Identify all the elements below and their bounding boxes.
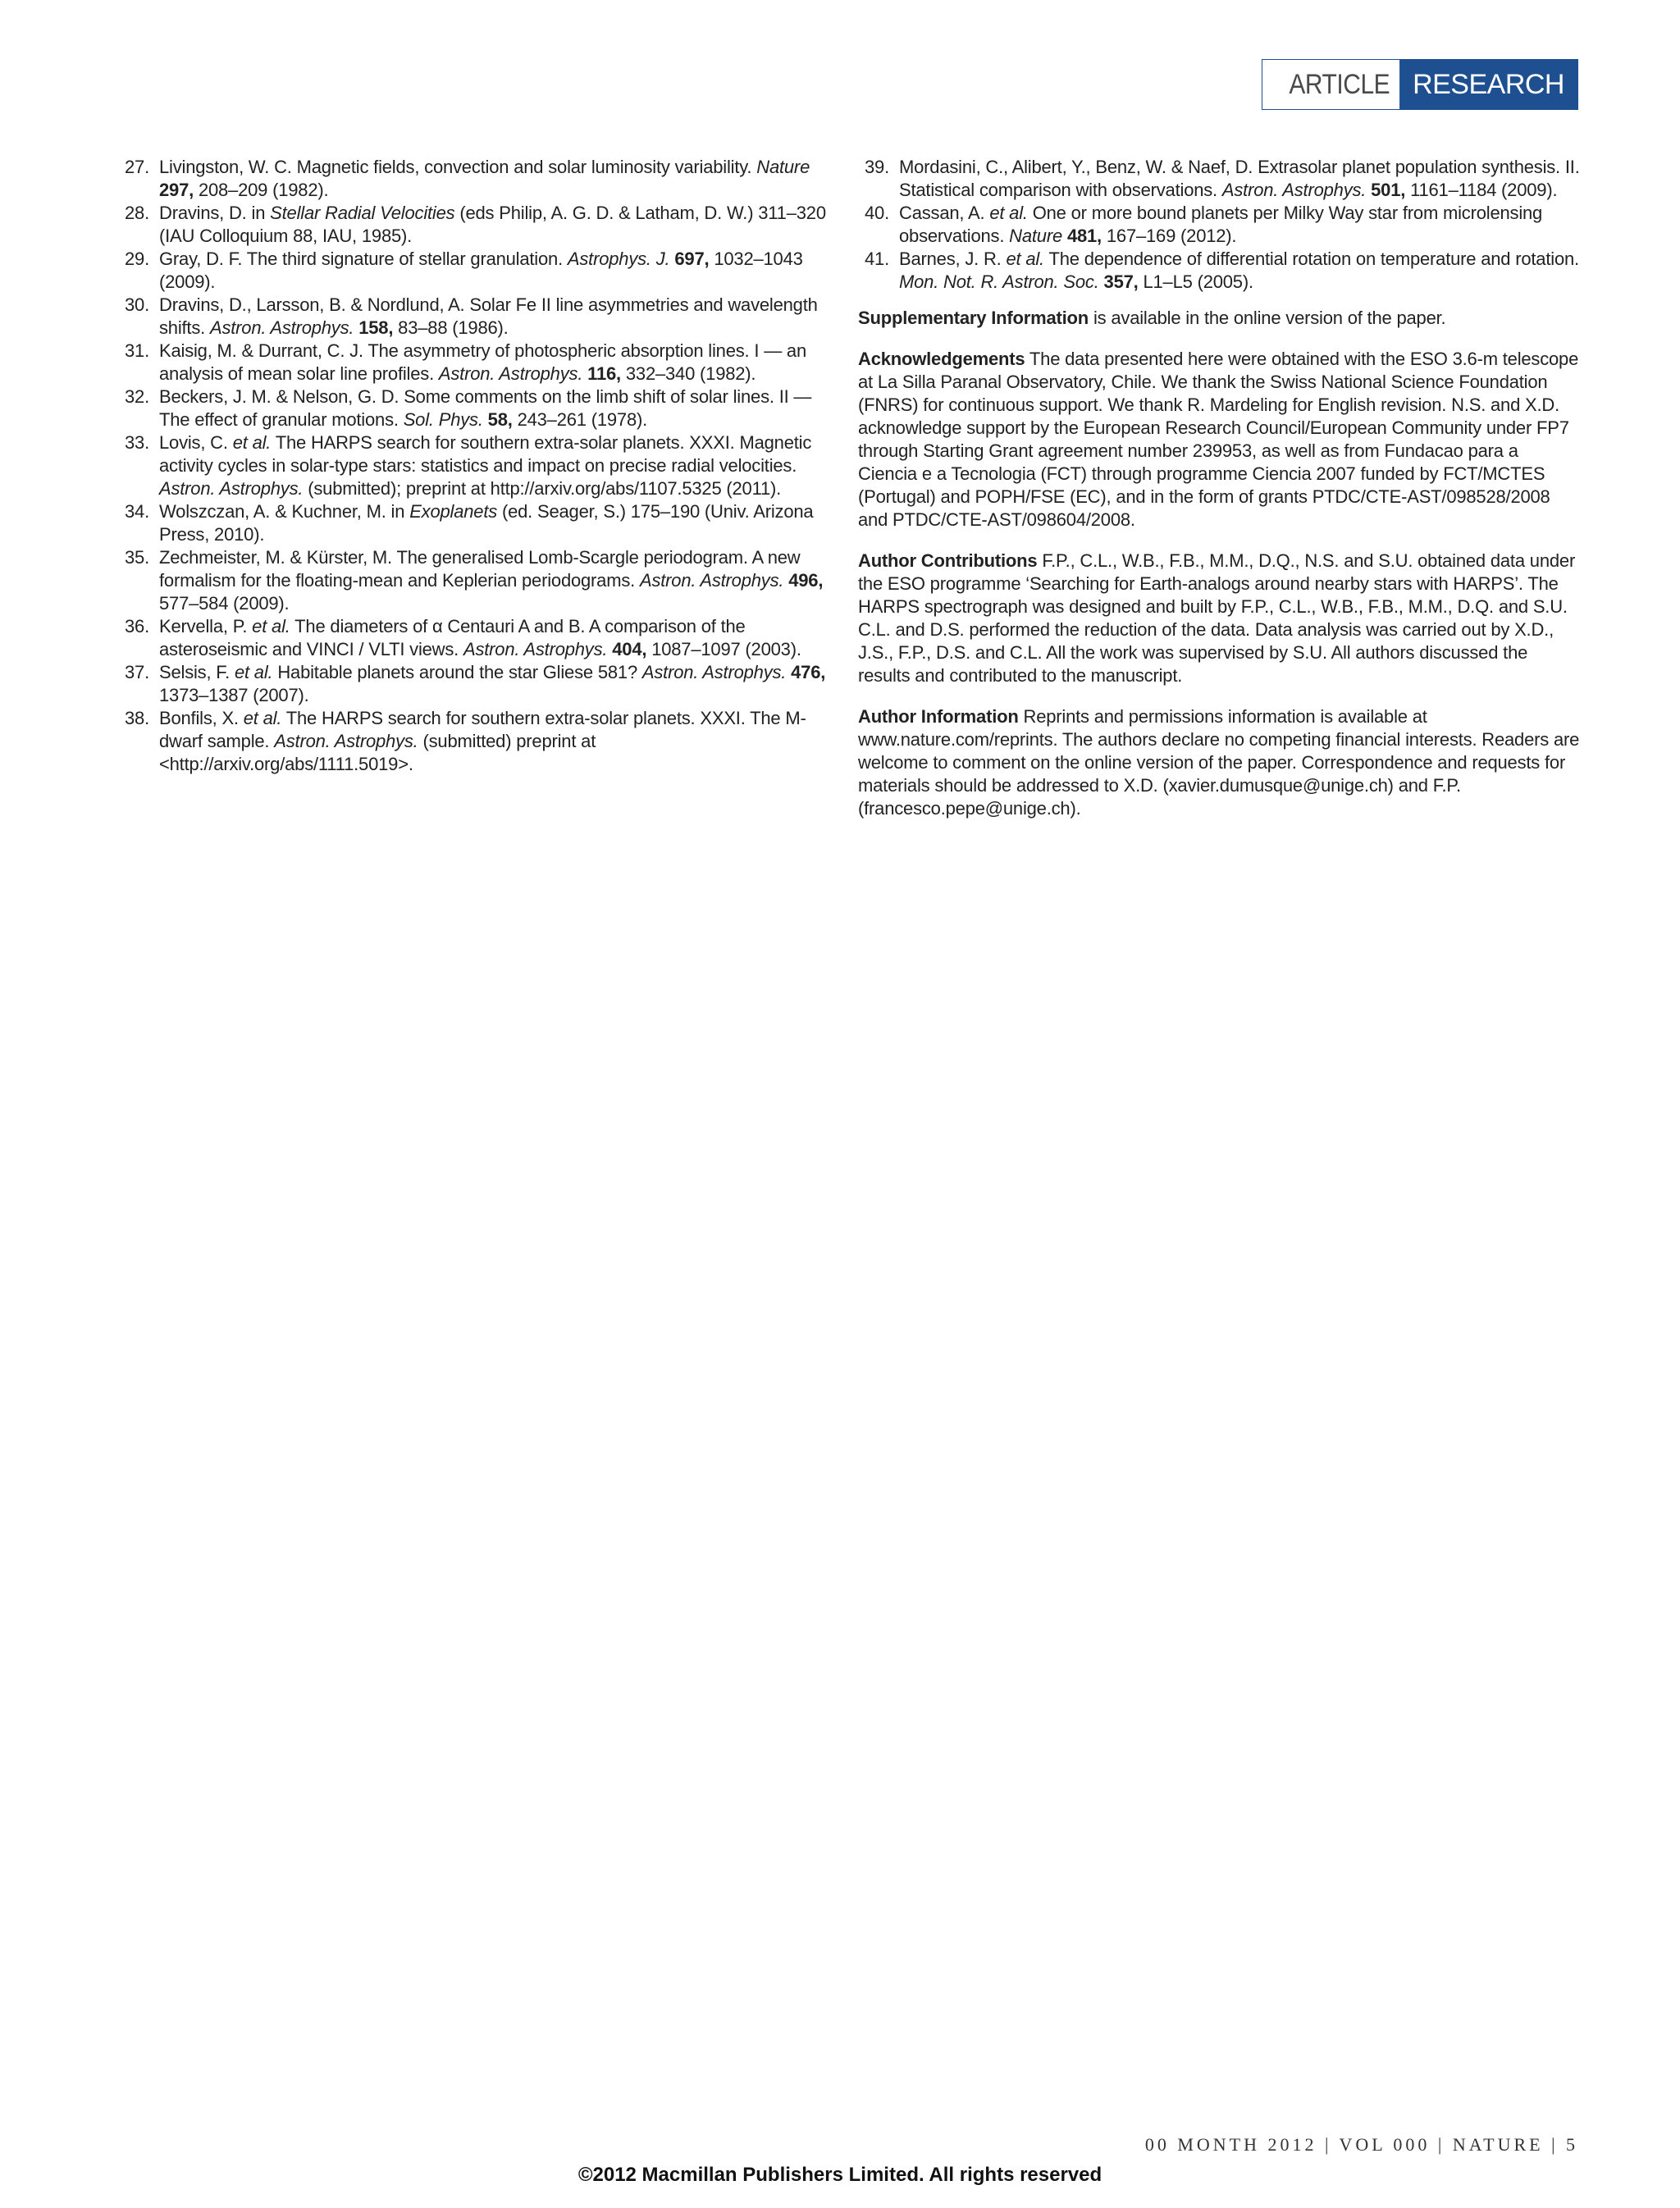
reference-text: Gray, D. F. The third signature of stellar granulation. Astrophys. J. 697, 1032–1043 (2009).: [159, 249, 803, 292]
reference-item: [118, 546, 833, 615]
reference-item: [118, 156, 833, 202]
author-contributions-body: F.P., C.L., W.B., F.B., M.M., D.Q., N.S. and S.U. obtained data under the ESO programme ‘Searching for Earth-analogs around nearby stars with HARPS’. The HARPS spectrograph was designed and built by F.P., C.L., W.B., F.B., M.M., D.Q. and S.U. C.L. and D.S. performed the reduction of the data. Data analysis was carried out by X.D., J.S., F.P., D.S. and C.L. All the work was supervised by S.U. All authors discussed the results and contributed to the manuscript.: [858, 550, 1576, 686]
reference-number: 30.: [125, 294, 149, 315]
reference-number: 27.: [125, 157, 149, 177]
reference-text: Wolszczan, A. & Kuchner, M. in Exoplanets (ed. Seager, S.) 175–190 (Univ. Arizona Press, 2010).: [159, 501, 814, 545]
reference-item: [858, 202, 1580, 248]
reference-text: Kervella, P. et al. The diameters of α Centauri A and B. A comparison of the asteroseismic and VINCI / VLTI views. Astron. Astrophys. 404, 1087–1097 (2003).: [159, 616, 801, 659]
acknowledgements: [858, 348, 1580, 531]
copyright-notice: ©2012 Macmillan Publishers Limited. All rights reserved: [578, 2164, 1102, 2186]
reference-item: [118, 385, 833, 431]
reference-text: Cassan, A. et al. One or more bound planets per Milky Way star from microlensing observations. Nature 481, 167–169 (2012).: [899, 203, 1543, 246]
reference-text: Mordasini, C., Alibert, Y., Benz, W. & Naef, D. Extrasolar planet population synthesis. II. Statistical comparison with observations. Astron. Astrophys. 501, 1161–1184 (2009).: [899, 157, 1580, 200]
research-label: RESEARCH: [1399, 60, 1577, 109]
article-type-tag: [1262, 59, 1578, 110]
author-contributions-head: Author Contributions: [858, 550, 1038, 571]
reference-number: 40.: [865, 203, 889, 223]
author-contributions: [858, 550, 1580, 687]
author-information-body: Reprints and permissions information is available at www.nature.com/reprints. The authors declare no competing financial interests. Readers are welcome to comment on the online version of the paper. Correspondence and requests for materials should be addressed to X.D. (xavier.dumusque@unige.ch) and F.P. (francesco.pepe@unige.ch).: [858, 706, 1580, 819]
reference-number: 41.: [865, 249, 889, 269]
reference-text: Selsis, F. et al. Habitable planets around the star Gliese 581? Astron. Astrophys. 476, 1373–1387 (2007).: [159, 662, 826, 705]
supplementary-body: is available in the online version of the paper.: [1089, 308, 1446, 328]
author-information: [858, 705, 1580, 820]
reference-number: 29.: [125, 249, 149, 269]
article-label: ARTICLE: [1279, 60, 1399, 109]
acknowledgements-head: Acknowledgements: [858, 349, 1025, 369]
reference-number: 32.: [125, 386, 149, 407]
reference-number: 36.: [125, 616, 149, 636]
reference-text: Zechmeister, M. & Kürster, M. The generalised Lomb-Scargle periodogram. A new formalism for the floating-mean and Keplerian periodograms. Astron. Astrophys. 496, 577–584 (2009).: [159, 547, 824, 614]
reference-item: [118, 500, 833, 546]
reference-item: [118, 431, 833, 500]
acknowledgements-body: The data presented here were obtained with the ESO 3.6-m telescope at La Silla Paranal Observatory, Chile. We thank the Swiss National Science Foundation (FNRS) for continuous support. We thank R. Mardeling for English revision. N.S. and X.D. acknowledge support by the European Research Council/European Community under FP7 through Starting Grant agreement number 239953, as well as from Fundacao para a Ciencia e a Tecnologia (FCT) through programme Ciencia 2007 funded by FCT/MCTES (Portugal) and POPH/FSE (EC), and in the form of grants PTDC/CTE-AST/098528/2008 and PTDC/CTE-AST/098604/2008.: [858, 349, 1579, 530]
reference-number: 31.: [125, 340, 149, 361]
reference-number: 28.: [125, 203, 149, 223]
reference-text: Dravins, D. in Stellar Radial Velocities (eds Philip, A. G. D. & Latham, D. W.) 311–320 (IAU Colloquium 88, IAU, 1985).: [159, 203, 826, 246]
reference-item: [858, 248, 1580, 294]
reference-number: 37.: [125, 662, 149, 682]
reference-text: Beckers, J. M. & Nelson, G. D. Some comments on the limb shift of solar lines. II — The effect of granular motions. Sol. Phys. 58, 243–261 (1978).: [159, 386, 812, 430]
reference-number: 34.: [125, 501, 149, 522]
author-information-head: Author Information: [858, 706, 1019, 727]
reference-number: 33.: [125, 432, 149, 453]
reference-item: [118, 661, 833, 707]
reference-item: [118, 707, 833, 776]
reference-text: Bonfils, X. et al. The HARPS search for southern extra-solar planets. XXXI. The M-dwarf sample. Astron. Astrophys. (submitted) preprint at <http://arxiv.org/abs/1111.5019>.: [159, 708, 806, 774]
supplementary-head: Supplementary Information: [858, 308, 1089, 328]
reference-item: [858, 156, 1580, 202]
reference-text: Lovis, C. et al. The HARPS search for southern extra-solar planets. XXXI. Magnetic activity cycles in solar-type stars: statistics and impact on precise radial velocities. Astron. Astrophys. (submitted); preprint at http://arxiv.org/abs/1107.5325 (2011).: [159, 432, 812, 499]
reference-text: Livingston, W. C. Magnetic fields, convection and solar luminosity variability. Nature 297, 208–209 (1982).: [159, 157, 810, 200]
reference-number: 35.: [125, 547, 149, 568]
reference-item: [118, 294, 833, 340]
reference-number: 39.: [865, 157, 889, 177]
reference-text: Barnes, J. R. et al. The dependence of differential rotation on temperature and rotation. Mon. Not. R. Astron. Soc. 357, L1–L5 (2005).: [899, 249, 1579, 292]
reference-item: [118, 248, 833, 294]
reference-item: [118, 615, 833, 661]
reference-number: 38.: [125, 708, 149, 728]
references-right-column: [858, 156, 1580, 838]
reference-text: Dravins, D., Larsson, B. & Nordlund, A. Solar Fe II line asymmetries and wavelength shifts. Astron. Astrophys. 158, 83–88 (1986).: [159, 294, 818, 338]
references-left-column: [118, 156, 833, 776]
supplementary-information: [858, 307, 1580, 330]
reference-item: [118, 202, 833, 248]
page-folio: 00 MONTH 2012 | VOL 000 | NATURE | 5: [1144, 2134, 1578, 2155]
reference-text: Kaisig, M. & Durrant, C. J. The asymmetry of photospheric absorption lines. I — an analysis of mean solar line profiles. Astron. Astrophys. 116, 332–340 (1982).: [159, 340, 806, 384]
reference-item: [118, 340, 833, 385]
